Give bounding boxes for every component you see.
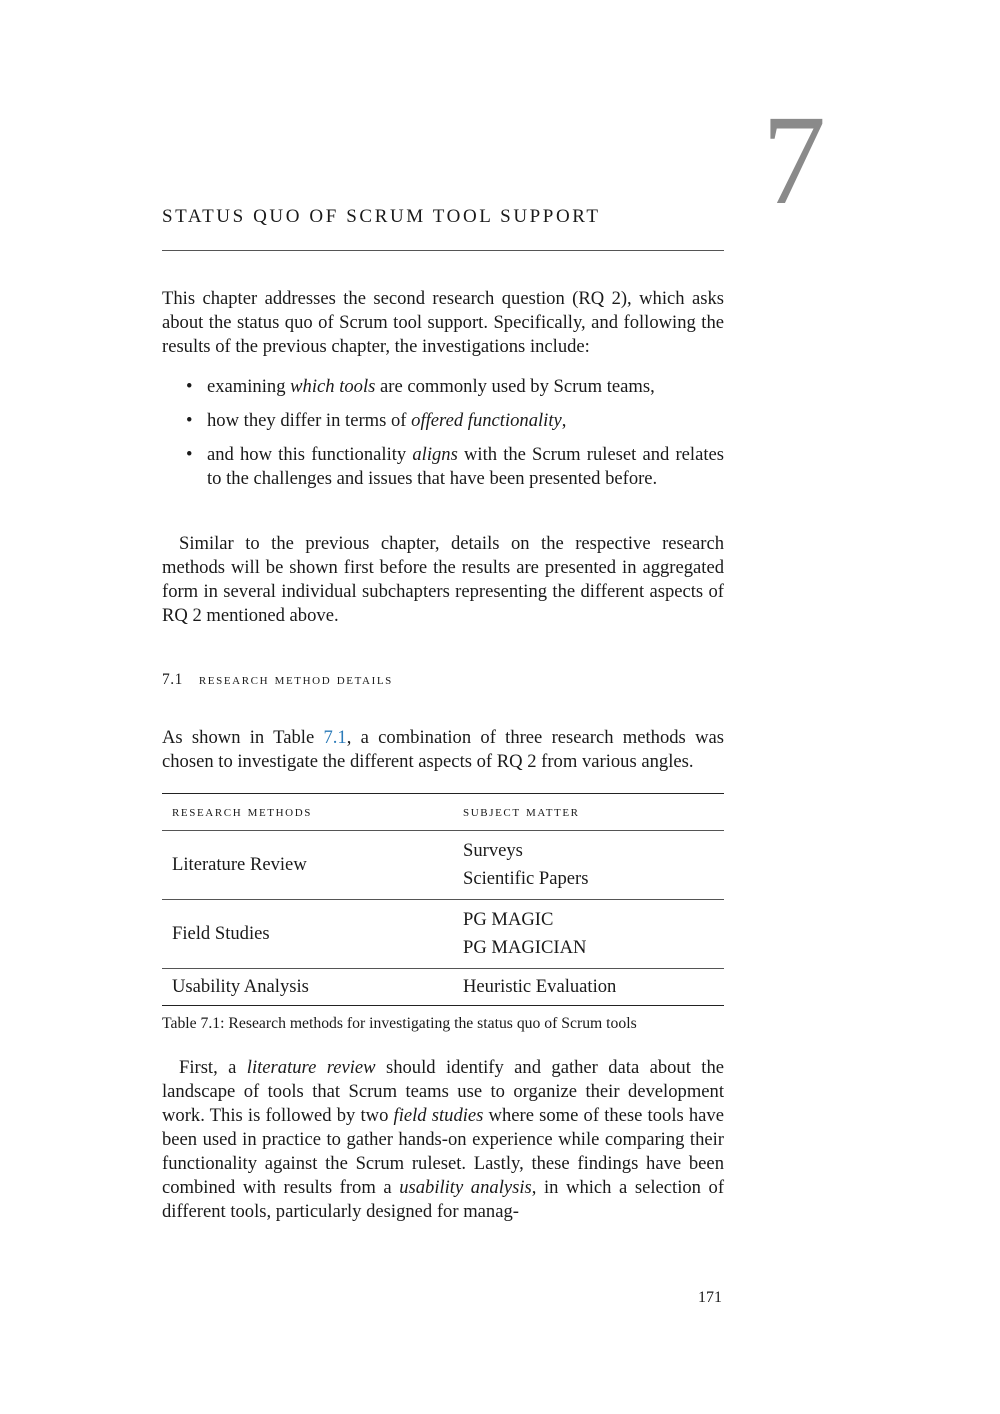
bullet-icon: • <box>186 376 193 397</box>
subject-cell: PG MAGIC PG MAGICIAN <box>463 909 587 958</box>
section-title: research method details <box>198 671 393 688</box>
method-cell: Field Studies <box>172 923 270 944</box>
list-item: • how they differ in terms of offered functionality, <box>186 410 567 431</box>
closing-paragraph: First, a literature review should identify and gather data about the landscape of tools that Scrum teams use to organize their development work. This is followed by two field studies where some of these tools have been used in practice to gather hands-on experience while comparing their functionality against the Scrum ruleset. Lastly, these findings have been combined with results from a usability analysis, in which a selection of different tools, particularly designed for manag- <box>162 1057 725 1222</box>
intro-paragraph: This chapter addresses the second research question (RQ 2), which asks about the status quo of Scrum tool support. Specifically, and following the results of the previous chapter, the investigations include: <box>162 288 724 357</box>
chapter-title: STATUS QUO OF SCRUM TOOL SUPPORT <box>162 206 601 227</box>
section-heading <box>162 672 393 688</box>
table-row <box>162 900 724 969</box>
subject-cell: Surveys Scientific Papers <box>463 840 589 889</box>
table-caption: Table 7.1: Research methods for investigating the status quo of Scrum tools <box>162 1015 637 1032</box>
methods-overview-paragraph: Similar to the previous chapter, details on the respective research methods will be shown first before the results are presented in aggregated form in several individual subchapters representing the different aspects of RQ 2 mentioned above. <box>162 533 724 626</box>
subject-cell: Heuristic Evaluation <box>463 976 617 997</box>
page-number: 171 <box>698 1289 722 1306</box>
research-methods-table <box>162 793 724 1006</box>
section-paragraph: As shown in Table 7.1, a combination of three research methods was chosen to investigate the different aspects of RQ 2 from various angles. <box>162 727 724 772</box>
table-row <box>162 969 724 1006</box>
bullet-icon: • <box>186 444 193 465</box>
table-header-row <box>162 794 724 831</box>
chapter-title-rule <box>162 250 724 251</box>
method-cell: Literature Review <box>172 854 307 875</box>
table-reference-link[interactable]: 7.1 <box>323 727 347 748</box>
column-header: subject matter <box>463 803 580 820</box>
investigation-list <box>162 375 724 491</box>
table-row <box>162 831 724 900</box>
section-number: 7.1 <box>162 671 183 688</box>
bullet-icon: • <box>186 410 193 431</box>
chapter-number: 7 <box>762 89 826 231</box>
list-item: • and how this functionality aligns with the Scrum ruleset and relates to the challenges and issues that have been presented before. <box>186 444 724 489</box>
column-header: research methods <box>172 803 312 820</box>
list-item: • examining which tools are commonly used by Scrum teams, <box>186 376 655 397</box>
method-cell: Usability Analysis <box>172 976 309 997</box>
